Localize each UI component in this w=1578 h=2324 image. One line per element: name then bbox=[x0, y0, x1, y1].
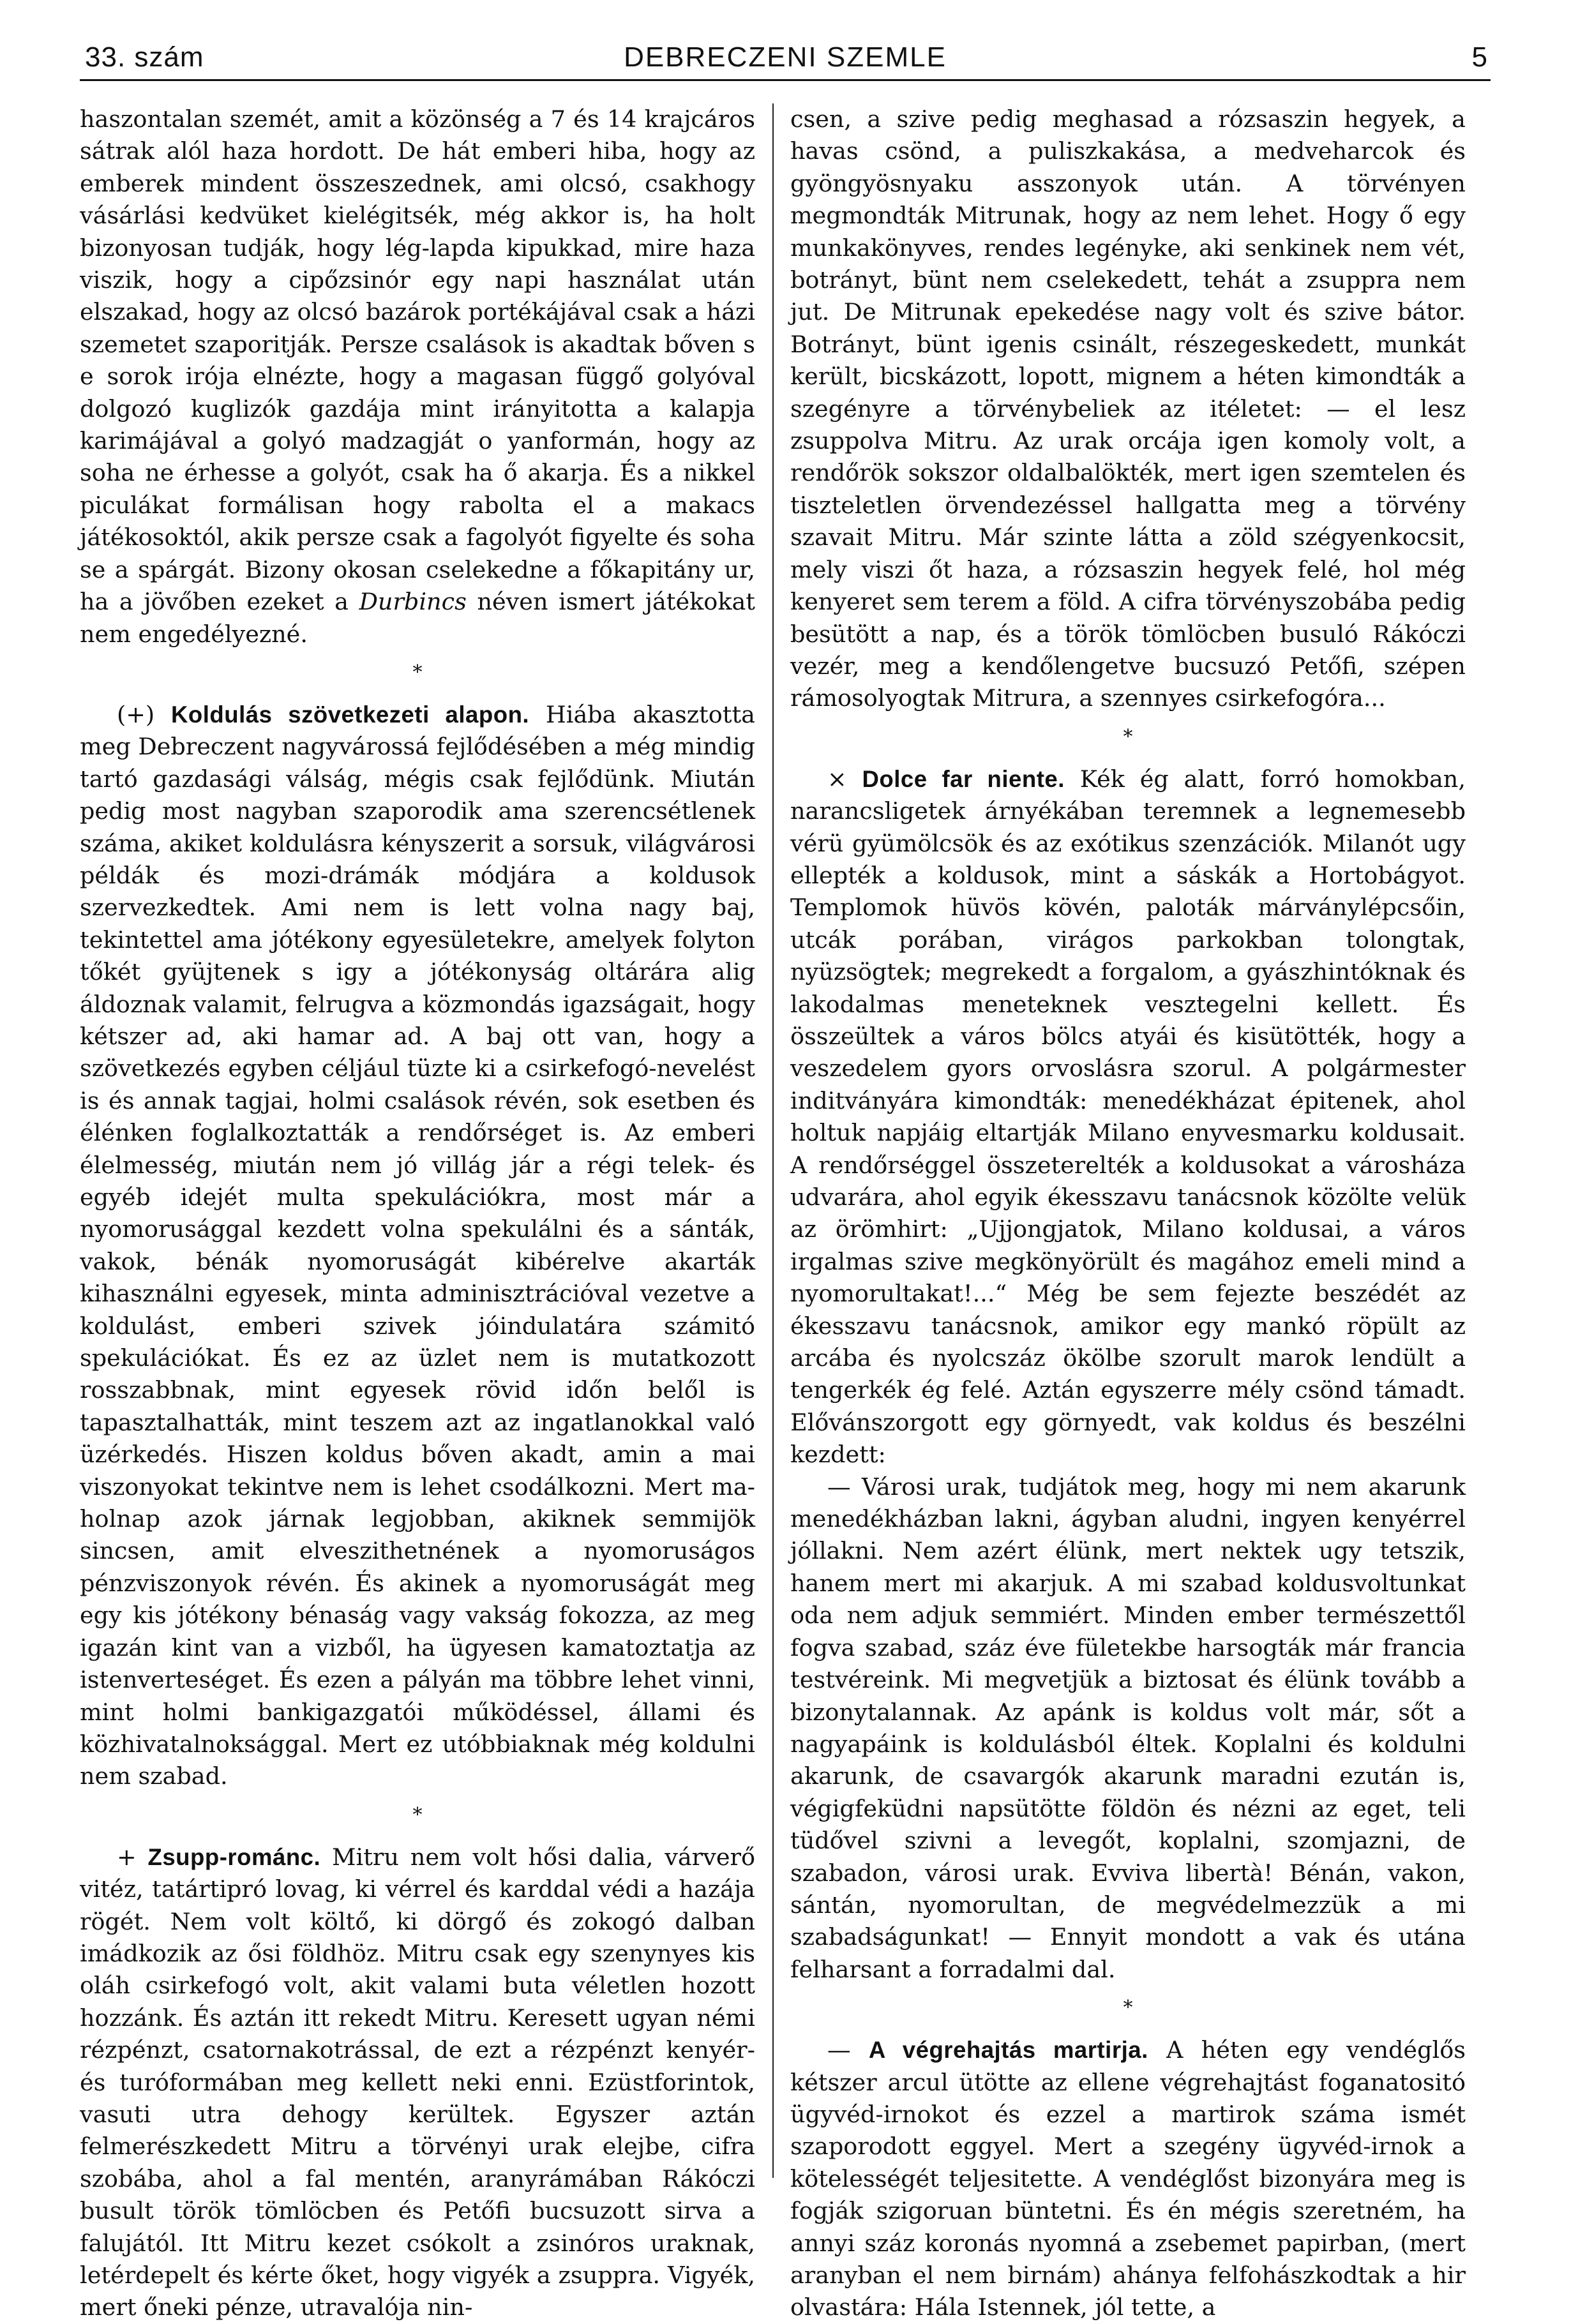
article-headline: Koldulás szövetkezeti alapon. bbox=[170, 701, 530, 728]
article-body: Kék ég alatt, forró homokban, narancsligetek árnyékában teremnek a legnemesebb vérü gyümölcsök és az exótikus szenzációk. Milanót ugy ellepték a koldusok, mint a sáskák a Hortobágyot. Templomok hüvös kövén, paloták márványlépcsőin, utcák porában, virágos parkokban tolongtak, nyüzsögtek; megrekedt a forgalom, a gyászhintóknak és lakodalmas meneteknek vesztegelni kellett. És összeültek a város bölcs atyái és kisütötték, hogy a veszedelem gyors orvoslásra szorul. A polgármester inditványára kimondták: menedékházat épitenek, ahol holtuk napjáig eltartják Milano enyvesmarku koldusait. A rendőrséggel összeterelték a koldusokat a városháza udvarára, ahol egyik ékesszavu tanácsnok közölte velük az örömhirt: „Ujjongjatok, Milano koldusai, a város irgalmas szive megkönyörült és magához emeli mind a nyomorultakat!...“ Még be sem fejezte beszédét az ékesszavu tanácsnok, amikor egy mankó röpült az arcába és nyolcszáz ökölbe szorult marok lendült a tengerkék ég felé. Aztán egyszerre mély csönd támadt. Elővánszorgott egy görnyedt, vak koldus és beszélni kezdett: bbox=[790, 765, 1466, 1469]
article-body: A héten egy vendéglős kétszer arcul ütötte az ellene végrehajtást foganatositó ügyvéd-irnokot és ezzel a martirok száma ismét szaporodott eggyel. Mert a szegény ügyvéd-irnok a kötelességét teljesitette. A vendéglőst bizonyára meg is fogják szigoruan büntetni. És én mégis szeretném, ha annyi száz koronás nyomná a zsebemet papirban, (mert aranyban el nem birnám) ahánya felfohászkodtak a hir olvastára: Hála Istennek, jól tette, a bbox=[790, 2036, 1466, 2321]
page-header bbox=[80, 37, 1491, 81]
article-mark: + bbox=[117, 1843, 137, 1871]
article-body: Mitru nem volt hősi dalia, várverő vitéz, tatártipró lovag, ki vérrel és karddal védi a hazája rögét. Nem volt költő, ki dörgő és zokogó dalban imádkozik az ősi földhöz. Mitru csak egy szenynyes kis oláh csirkefogó volt, akit valami buta véletlen hozott hozzánk. És aztán itt rekedt Mitru. Keresett ugyan némi rézpénzt, csatornakotrással, de ezt a rézpénzt kenyér- és turóformában meg kellett neki enni. Ezüstforintok, vasuti utra dehogy kerültek. Egyszer aztán felmerészkedett Mitru a törvényi urak elejbe, cifra szobába, ahol a fal mentén, aranyrámában Rákóczi busult török tömlöcben és Petőfi bucsuzott sirva a falujától. Itt Mitru kezet csókolt a zsinóros uraknak, letérdepelt és kérte őket, hogy vigyék a zsuppra. Vigyék, mert őneki pénze, utravalója nin- bbox=[80, 1843, 755, 2321]
article-koldulas bbox=[80, 699, 755, 1793]
right-column bbox=[790, 103, 1466, 2324]
intro-text-end: néven ismert játékokat nem engedélyezné. bbox=[80, 588, 755, 648]
article-headline: Zsupp-románc. bbox=[147, 1843, 321, 1870]
article-body: Hiába akasztotta meg Debreczent nagyvárossá fejlődésében a még mindig tartó gazdasági válság, mégis csak fejlődünk. Miután pedig most nagyban szaporodik ama szerencsétlenek száma, akiket koldulásra kényszerit a sorsuk, világvárosi példák és mozi-drámák módjára a koldusok szervezkedtek. Ami nem is lett volna nagy baj, tekintettel ama jótékony egyesületekre, amelyek folyton tőkét gyüjtenek s igy a jótékonyság oltárára alig áldoznak valamit, felrugva a közmondás igazságait, hogy kétszer ad, aki hamar ad. A baj ott van, hogy a szövetkezés egyben céljául tüzte ki a csirkefogó-nevelést is és annak tagjai, holmi csalások révén, sok esetben és élénken foglalkoztatták a rendőrséget is. Az emberi élelmesség, miután nem jó villág jár a régi telek- és egyéb idejét multa spekulációkra, most már a nyomorusággal kezdett volna spekulálni és a sánták, vakok, bénák nyomoruságát kibérelve akarták kihasználni egyesek, minta adminisztrációval vezetve a koldulást, emberi szivek jóindulatára számitó spekulációkat. És ez az üzlet nem is mutatkozott rosszabbnak, mint egyesek rövid időn belől is tapasztalhatták, mint teszem azt az ingatlanokkal való üzérkedés. Hiszen koldus bőven akadt, amin a mai viszonyokat tekintve nem is lehet csodálkozni. Mert ma-holnap azok járnak legjobban, akiknek semmijök sincsen, amit elveszithetnének a nyomoruságos pénzviszonyok révén. És akinek a nyomoruságát meg egy kis jótékony bénaság vagy vakság fokozza, az meg igazán kint van a vizből, ha ügyesen kamatoztatja az istenverteséget. És ezen a pályán ma többre lehet vinni, mint holmi bankigazgatói működéssel, állami és közhivatalnoksággal. Mert ez utóbbiaknak még koldulni nem szabad. bbox=[80, 700, 755, 1790]
left-column bbox=[80, 103, 755, 2324]
article-mark: — bbox=[827, 2036, 851, 2064]
section-separator: * bbox=[1123, 1997, 1133, 2020]
intro-paragraph bbox=[80, 103, 755, 650]
article-headline: A végrehajtás martirja. bbox=[868, 2037, 1148, 2064]
section-separator: * bbox=[412, 661, 423, 684]
beggar-speech: — Városi urak, tudjátok meg, hogy mi nem akarunk menedékházban lakni, ágyban aludni, ingyen kenyérrel jóllakni. Nem azért élünk, mert nektek ugy tetszik, hanem mert mi akarjuk. A mi szabad koldusvoltunkat oda nem adjuk semmiért. Minden ember természettől fogva szabad, száz éve fületekbe harsogták már francia testvéreink. Mi megvetjük a biztosat és élünk tovább a bizonytalannak. Az apánk is koldus volt már, sőt a nagyapáink is koldulásból éltek. Koplalni és koldulni akarunk, de csavargók akarunk maradni ezután is, végigfeküdni napsütötte földön és nézni az eget, teli tüdővel szivni a levegőt, koplalni, szomjazni, de szabadon, városi urak. Evviva libertà! Bénán, vakon, sántán, nyomorultan, de megvédelmezzük a mi szabadságunkat! — Ennyit mondott a vak és utána felharsant a forradalmi dal. bbox=[790, 1473, 1466, 1983]
article-mark: (+) bbox=[117, 700, 155, 728]
page-number: 5 bbox=[1471, 41, 1488, 73]
issue-number: 33. szám bbox=[85, 41, 204, 73]
column-divider bbox=[772, 103, 774, 2178]
section-separator: * bbox=[412, 1803, 423, 1826]
article-dolce bbox=[790, 763, 1466, 1471]
intro-text: haszontalan szemét, amit a közönség a 7 és 14 krajcáros sátrak alól haza hordott. De hát emberi hiba, hogy az emberek mindent összeszednek, ami olcsó, csakhogy vásárlási kedvüket kielégitsék, még akkor is, ha holt bizonyosan tudják, hogy lég-lapda kipukkad, mire haza viszik, hogy a cipőzsinór egy napi használat után elszakad, hogy az olcsó bazárok portékájával csak a házi szemetet szaporitják. Persze csalások is akadtak bőven s e sorok irója elnézte, hogy a magasan függő golyóval dolgozó kuglizók gazdája mint irányitotta a kalapja karimájával a golyó madzagját o yanformán, hogy az soha ne érhesse a golyót, csak ha ő akarja. És a nikkel piculákat formálisan hogy rabolta el a makacs játékosoktól, akik persze csak a fagolyót figyelte és soha se a spárgát. Bizony okosan cselekedne a főkapitány ur, ha a jövőben ezeket a bbox=[80, 105, 755, 616]
article-zsupp-continued: csen, a szive pedig meghasad a rózsaszin hegyek, a havas csönd, a puliszkakása, a medveharcok és gyöngyösnyaku asszonyok után. A törvényen megmondták Mitrunak, hogy az nem lehet. Hogy ő egy munkakönyves, rendes legényke, aki senkinek nem vét, botrányt, bünt nem cselekedett, tehát a zsuppra nem jut. De Mitrunak epekedése nagy volt és szive bátor. Botrányt, bünt igenis csinált, részegeskedett, munkát került, bicskázott, lopott, mignem a héten kimondták a szegényre a törvénybeliek az itéletet: — el lesz zsuppolva Mitru. Az urak orcája igen komoly volt, a rendőrök sokszor oldalbalökték, mert igen szemtelen és tiszteletlen örvendezéssel hallgatta meg a törvény szavait Mitru. Már szinte látta a zöld szégyenkocsit, mely viszi őt haza, a rózsaszin hegyek felé, hol még kenyeret sem terem a föld. A cifra törvényszobába pedig besütött a nap, és a török tömlöcben busuló Rákóczi vezér, meg a kendőlengetve bucsuzó Petőfi, szépen rámosolyogtak Mitrura, a szennyes csirkefogóra... bbox=[790, 105, 1466, 712]
intro-italic-word: Durbincs bbox=[359, 588, 467, 616]
section-separator: * bbox=[1123, 725, 1133, 748]
article-vegrehajtas bbox=[790, 2034, 1466, 2324]
newspaper-title: DEBRECZENI SZEMLE bbox=[624, 41, 947, 73]
article-headline: Dolce far niente. bbox=[862, 765, 1065, 792]
article-zsupp bbox=[80, 1841, 755, 2324]
article-mark: × bbox=[827, 765, 847, 793]
